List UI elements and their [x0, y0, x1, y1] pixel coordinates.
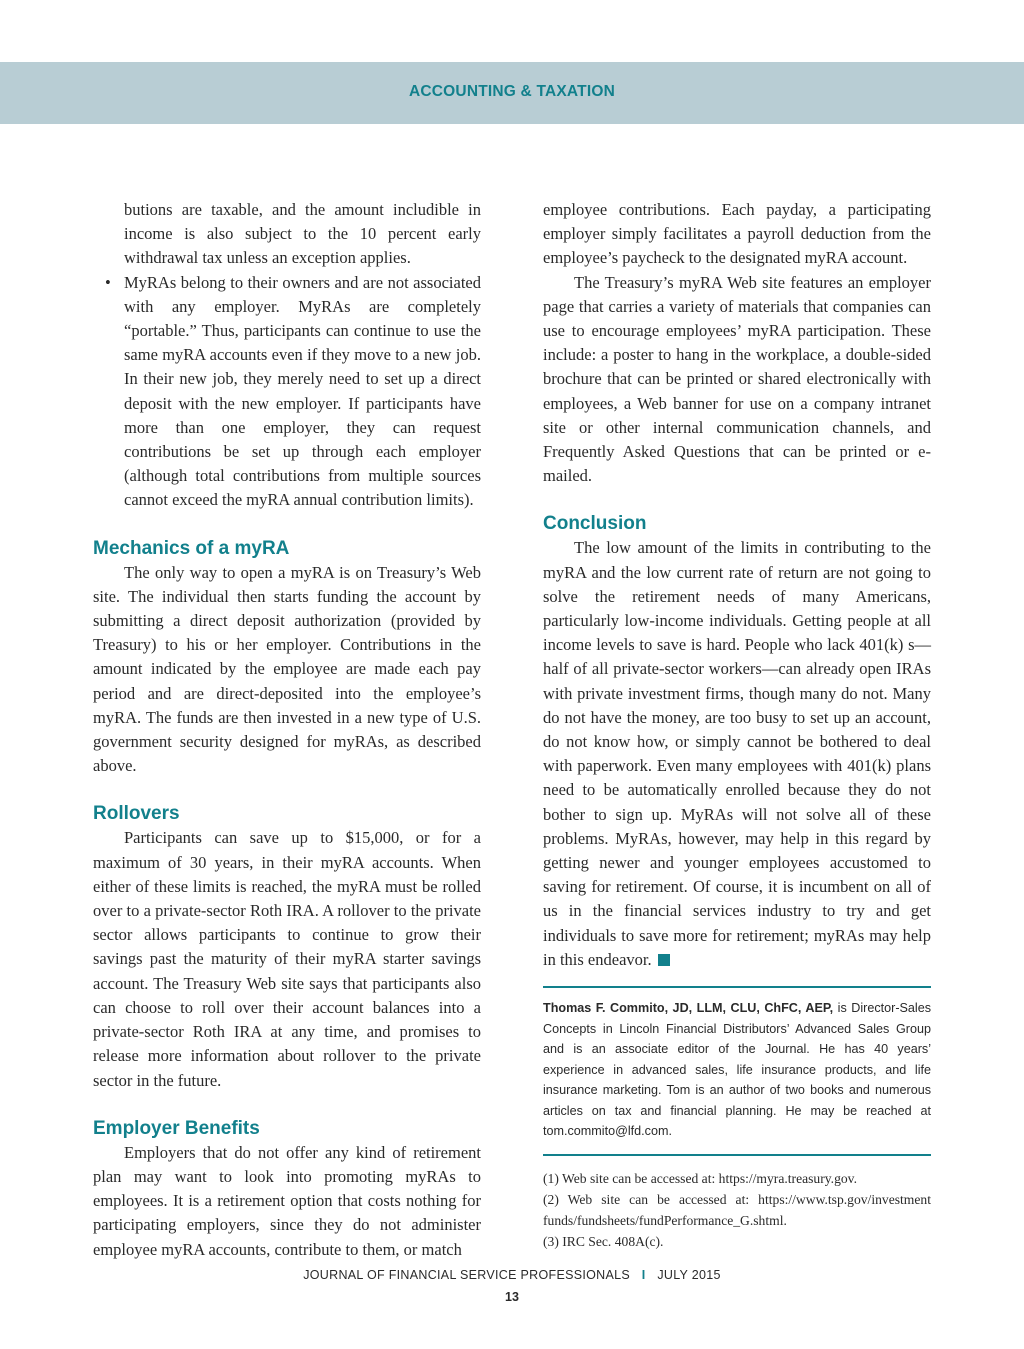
heading-employer-benefits: Employer Benefits	[93, 1117, 260, 1139]
section-header-band	[0, 62, 1024, 124]
left-column	[93, 198, 481, 1262]
footer-separator: I	[641, 1268, 646, 1282]
heading-conclusion: Conclusion	[543, 513, 647, 535]
section-label: ACCOUNTING & TAXATION	[409, 83, 615, 100]
page-number: 13	[505, 1290, 519, 1304]
footnote-2: (2) Web site can be accessed at: https://www.tsp.gov/investment funds/fundsheets/fundPerformance_G.shtml.	[543, 1191, 931, 1228]
footnote-1: (1) Web site can be accessed at: https://myra.treasury.gov.	[543, 1170, 857, 1186]
bullet-text: MyRAs belong to their owners and are not associated with any employer. MyRAs are completely “portable.” Thus, participants can continue to use the same myRA accounts even if they move to a new job. In their new job, they merely need to set up a direct deposit with the new employer. If participants have more than one employer, they can request contributions be set up through each employer (although total contributions from multiple sources cannot exceed the myRA annual contribution limits).	[124, 272, 481, 510]
right-column	[543, 198, 931, 1252]
paragraph-employer-benefits: Employers that do not offer any kind of retirement plan may want to look into promoting myRAs to employees. It is a retirement option that costs nothing for participating employers, since they do not administer employee myRA accounts, contribute to them, or match	[93, 1142, 481, 1259]
paragraph-rollovers: Participants can save up to $15,000, or for a maximum of 30 years, in their myRA accounts. When either of these limits is reached, the myRA must be rolled over to a private-sector Roth IRA. A rollover to the private sector allows participants to continue to grow their savings past the maturity of their myRA starter savings account. The Treasury Web site says that participants also can choose to roll over their account balances into a private-sector Roth IRA at any time, and promises to release more information about rollover to the private sector in the future.	[93, 828, 481, 1090]
footnote-3: (3) IRC Sec. 408A(c).	[543, 1233, 664, 1249]
page-footer	[0, 1268, 1024, 1282]
divider-bottom	[543, 1154, 931, 1156]
divider-top	[543, 986, 931, 988]
journal-name: JOURNAL OF FINANCIAL SERVICE PROFESSIONALS	[303, 1268, 631, 1282]
author-name: Thomas F. Commito, JD, LLM, CLU, ChFC, AEP,	[543, 1001, 834, 1016]
heading-mechanics: Mechanics of a myRA	[93, 537, 290, 559]
author-description: is Director-Sales Concepts in Lincoln Financial Distributors’ Advanced Sales Group and is an associate editor of the Journal. He has 40 years’ experience in advanced sales, life insurance products, and life insurance marketing. Tom is an author of two books and numerous articles on tax and financial planning. He may be reached at tom.commito@lfd.com.	[543, 1001, 932, 1139]
footnotes	[543, 1168, 931, 1252]
paragraph-conclusion	[543, 536, 931, 972]
paragraph-continuation-right: employee contributions. Each payday, a participating employer simply facilitates a payroll deduction from the employee’s paycheck to the designated myRA account.	[543, 200, 931, 268]
paragraph-web-site: The Treasury’s myRA Web site features an employer page that carries a variety of materials that companies can use to encourage employees’ myRA participation. These include: a poster to hang in the workplace, a double-sided brochure that can be printed or shared electronically with employees, a Web banner for use on a company intranet site or other internal communication channels, and Frequently Asked Questions that can be printed or e-mailed.	[543, 272, 931, 486]
conclusion-text: The low amount of the limits in contributing to the myRA and the low current rate of return are not going to solve the retirement needs of many Americans, particularly low-income individuals. Getting people at all income levels to save is hard. People who lack 401(k) s—half of all private-sector workers—can already open IRAs with private investment firms, though many do not. Many do not have the money, are too busy to set up an account, do not know how, or simply cannot be bothered to deal with paperwork. Even many employees with 401(k) plans need to be automatically enrolled because they do not bother to sign up. MyRAs will not solve all of these problems. MyRAs, however, may help in this regard by getting newer and younger employees accustomed to saving for retirement. Of course, it is incumbent on all of us in the financial services industry to try and get individuals to save more for retirement; myRAs may help in this endeavor.	[543, 538, 931, 969]
paragraph-continuation: butions are taxable, and the amount includible in income is also subject to the 10 percent early withdrawal tax unless an exception applies.	[124, 200, 481, 268]
heading-rollovers: Rollovers	[93, 803, 180, 825]
issue-date: JULY 2015	[657, 1268, 721, 1282]
bullet-icon: •	[105, 272, 111, 292]
author-bio	[543, 998, 931, 1142]
bullet-item	[105, 271, 481, 513]
paragraph-mechanics: The only way to open a myRA is on Treasury’s Web site. The individual then starts funding the account by submitting a direct deposit authorization (provided by Treasury) to his or her employer. Contributions in the amount indicated by the employee are made each pay period and are direct-deposited into the employee’s myRA. The funds are then invested in a new type of U.S. government security designed for myRAs, as described above.	[93, 562, 481, 776]
end-square-icon	[658, 954, 670, 966]
